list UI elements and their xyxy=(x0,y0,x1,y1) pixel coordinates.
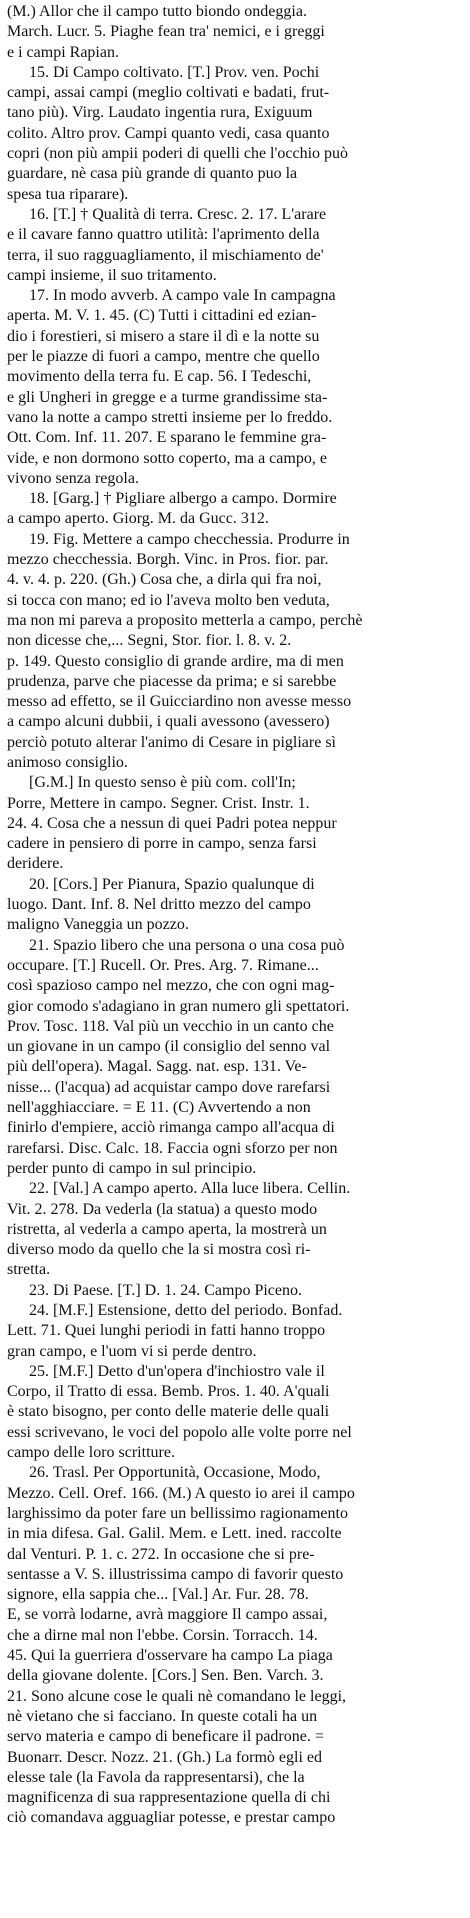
text-line: nell'agghiacciare. = E 11. (C) Avvertendo a non xyxy=(7,1099,311,1117)
text-line: finirlo d'empiere, acciò rimanga campo all'acqua di xyxy=(7,1119,335,1137)
text-line: colito. Altro prov. Campi quanto vedi, casa quanto xyxy=(7,124,330,142)
entry-heading-line: 17. In modo avverb. A campo vale In campagna xyxy=(29,287,336,305)
text-line: perder punto di campo in sul principio. xyxy=(7,1159,257,1177)
entry-heading-line: 18. [Garg.] † Pigliare albergo a campo. Dormire xyxy=(29,490,337,508)
text-line: ristretta, al vederla a campo aperta, la mostrerà un xyxy=(7,1220,327,1238)
text-line: terra, il suo ragguagliamento, il mischiamento de' xyxy=(7,246,324,264)
text-line: della giovane dolente. [Cors.] Sen. Ben. Varch. 3. xyxy=(7,1667,324,1685)
text-line: e il cavare fanno quattro utilità: l'aprimento della xyxy=(7,226,320,244)
text-line: E, se vorrà lodarne, avrà maggiore Il campo assai, xyxy=(7,1606,328,1624)
text-line: Lett. 71. Quei lunghi periodi in fatti hanno troppo xyxy=(7,1322,326,1340)
text-line: non dicesse che,... Segni, Stor. fior. l. 8. v. 2. xyxy=(7,632,292,650)
text-line: a campo alcuni dubbii, i quali avessono (avessero) xyxy=(7,713,330,731)
text-line: signore, ella sappia che... [Val.] Ar. Fur. 28. 78. xyxy=(7,1586,309,1604)
text-line: Corpo, il Tratto di essa. Bemb. Pros. 1. 40. A'quali xyxy=(7,1383,330,1401)
text-line: cadere in pensiero di porre in campo, senza farsi xyxy=(7,835,317,853)
text-line: nisse... (l'acqua) ad acquistar campo dove rarefarsi xyxy=(7,1078,331,1096)
text-line: e gli Ungheri in gregge e a turme grandissime sta- xyxy=(7,388,328,406)
text-line: Porre, Mettere in campo. Segner. Crist. Instr. 1. xyxy=(7,794,310,812)
text-line: aperta. M. V. 1. 45. (C) Tutti i cittadini ed ezian- xyxy=(7,307,317,325)
text-line: March. Lucr. 5. Piaghe fean tra' nemici, e i greggi xyxy=(7,23,325,41)
entry-heading-line: 25. [M.F.] Detto d'un'opera d'inchiostro vale il xyxy=(29,1362,325,1380)
text-line: stretta. xyxy=(7,1261,51,1279)
text-line: mezzo checchessia. Borgh. Vinc. in Pros. fior. par. xyxy=(7,551,329,569)
text-line: a campo aperto. Giorg. M. da Gucc. 312. xyxy=(7,510,269,528)
text-line: elesse tale (la Favola da rappresentarsi), che la xyxy=(7,1768,305,1786)
text-line: vivono senza regola. xyxy=(7,469,139,487)
entry-heading-line: 24. [M.F.] Estensione, detto del periodo. Bonfad. xyxy=(29,1302,343,1319)
entry-heading-line: 15. Di Campo coltivato. [T.] Prov. ven. Pochi xyxy=(29,63,320,81)
text-line: Vit. 2. 278. Da vederla (la statua) a questo modo xyxy=(7,1200,318,1218)
text-line: magnificenza di sua rappresentazione quella di chi xyxy=(7,1789,331,1807)
text-line: ma non mi pareva a proposito metterla a campo, perchè xyxy=(7,611,363,629)
text-line: occupare. [T.] Rucell. Or. Pres. Arg. 7. Rimane... xyxy=(7,956,319,974)
entry-heading-line: [G.M.] In questo senso è più com. coll'In; xyxy=(29,774,296,792)
text-line: servo materia e campo di beneficare il padrone. = xyxy=(7,1728,324,1746)
text-line: rarefarsi. Disc. Calc. 18. Faccia ogni sforzo per non xyxy=(7,1139,338,1157)
entry-heading-line: 20. [Cors.] Per Pianura, Spazio qualunque di xyxy=(29,875,315,893)
text-line: prudenza, parve che piacesse da prima; e si sarebbe xyxy=(7,672,337,690)
text-line: un giovane in un campo (il consiglio del senno val xyxy=(7,1038,331,1056)
text-line: gran campo, e l'uom vi si perde dentro. xyxy=(7,1342,257,1360)
text-line: perciò potuto alterar l'animo di Cesare in pigliare sì xyxy=(7,733,336,751)
text-line: così spazioso campo nel mezzo, che con ogni mag- xyxy=(7,977,335,995)
text-line: movimento della terra fu. E cap. 56. I Tedeschi, xyxy=(7,368,312,386)
text-line: si tocca con mano; ed io l'aveva molto ben veduta, xyxy=(7,591,330,609)
text-line: essi scrivevano, le voci del popolo alle volte porre nel xyxy=(7,1423,352,1441)
text-line: vano la notte a campo stretti insieme per lo freddo. xyxy=(7,408,333,426)
text-line: campi insieme, il suo tritamento. xyxy=(7,266,217,284)
text-line: p. 149. Questo consiglio di grande ardire, ma di men xyxy=(7,652,344,670)
text-line: ciò comandava agguagliar potesse, e prestar campo xyxy=(7,1809,336,1827)
text-line: 21. Sono alcune cose le quali nè comandano le leggi, xyxy=(7,1687,347,1705)
text-line: campo delle loro scritture. xyxy=(7,1444,175,1462)
text-line: Mezzo. Cell. Oref. 166. (M.) A questo io arei il campo xyxy=(7,1484,355,1502)
text-line: messo ad effetto, se il Guicciardino non avesse messo xyxy=(7,693,352,711)
entry-heading-line: 19. Fig. Mettere a campo checchessia. Produrre in xyxy=(29,530,350,548)
entry-heading-line: 22. [Val.] A campo aperto. Alla luce libera. Cellin. xyxy=(29,1180,351,1198)
text-line: per le piazze di fuori a campo, mentre che quello xyxy=(7,348,320,366)
text-line: nè vietano che si facciano. In queste cotali ha un xyxy=(7,1707,318,1725)
text-line: 45. Qui la guerriera d'osservare ha campo La piaga xyxy=(7,1647,333,1665)
text-line: deridere. xyxy=(7,855,64,873)
text-line: Ott. Com. Inf. 11. 207. E sparano le femmine gra- xyxy=(7,429,327,447)
text-line: copri (non più ampii poderi di quelli che l'occhio può xyxy=(7,145,349,163)
text-line: dal Venturi. P. 1. c. 272. In occasione che si pre- xyxy=(7,1545,315,1563)
text-line: tano più). Virg. Laudato ingentia rura, Exiguum xyxy=(7,104,313,122)
entry-heading-line: 23. Di Paese. [T.] D. 1. 24. Campo Piceno. xyxy=(29,1281,302,1299)
text-line: 4. v. 4. p. 220. (Gh.) Cosa che, a dirla qui fra noi, xyxy=(7,571,322,589)
text-line: campi, assai campi (meglio coltivati e badati, frut- xyxy=(7,84,330,102)
text-line: dio i forestieri, si misero a stare il dì e la notte su xyxy=(7,327,320,345)
text-line: gior comodo s'adagiano in gran numero gli spettatori. xyxy=(7,997,350,1015)
text-line: larghissimo da poter fare un bellissimo ragionamento xyxy=(7,1504,348,1522)
text-line: più dell'opera). Magal. Sagg. nat. esp. 131. Ve- xyxy=(7,1058,307,1076)
text-line: animoso consiglio. xyxy=(7,753,128,771)
text-line: che a dirne mal non l'ebbe. Corsin. Torracch. 14. xyxy=(7,1626,318,1644)
text-line: vide, e non dormono sotto coperto, ma a campo, e xyxy=(7,449,327,467)
text-line: Buonarr. Descr. Nozz. 21. (Gh.) La formò egli ed xyxy=(7,1748,323,1766)
text-line: (M.) Allor che il campo tutto biondo ondeggia. xyxy=(7,3,307,20)
text-line: maligno Vaneggia un pozzo. xyxy=(7,916,189,934)
text-line: guardare, nè casa più grande di quanto puo la xyxy=(7,165,298,183)
text-line: in mia difesa. Gal. Galil. Mem. e Lett. ined. raccolte xyxy=(7,1525,342,1543)
text-line: 24. 4. Cosa che a nessun di quei Padri potea neppur xyxy=(7,814,337,832)
entry-heading-line: 26. Trasl. Per Opportunità, Occasione, Modo, xyxy=(29,1464,321,1482)
text-line: Prov. Tosc. 118. Val più un vecchio in un canto che xyxy=(7,1017,334,1035)
entry-heading-line: 16. [T.] † Qualità di terra. Cresc. 2. 17. L'arare xyxy=(29,205,327,223)
text-line: sentasse a V. S. illustrissima campo di favorir questo xyxy=(7,1565,344,1583)
text-line: diverso modo da quello che la si mostra così ri- xyxy=(7,1241,311,1259)
text-line: luogo. Dant. Inf. 8. Nel dritto mezzo del campo xyxy=(7,896,311,914)
entry-heading-line: 21. Spazio libero che una persona o una cosa può xyxy=(29,936,345,954)
text-line: e i campi Rapian. xyxy=(7,43,119,61)
text-line: spesa tua riparare). xyxy=(7,185,129,203)
text-line: è stato bisogno, per conto delle materie delle quali xyxy=(7,1403,330,1421)
